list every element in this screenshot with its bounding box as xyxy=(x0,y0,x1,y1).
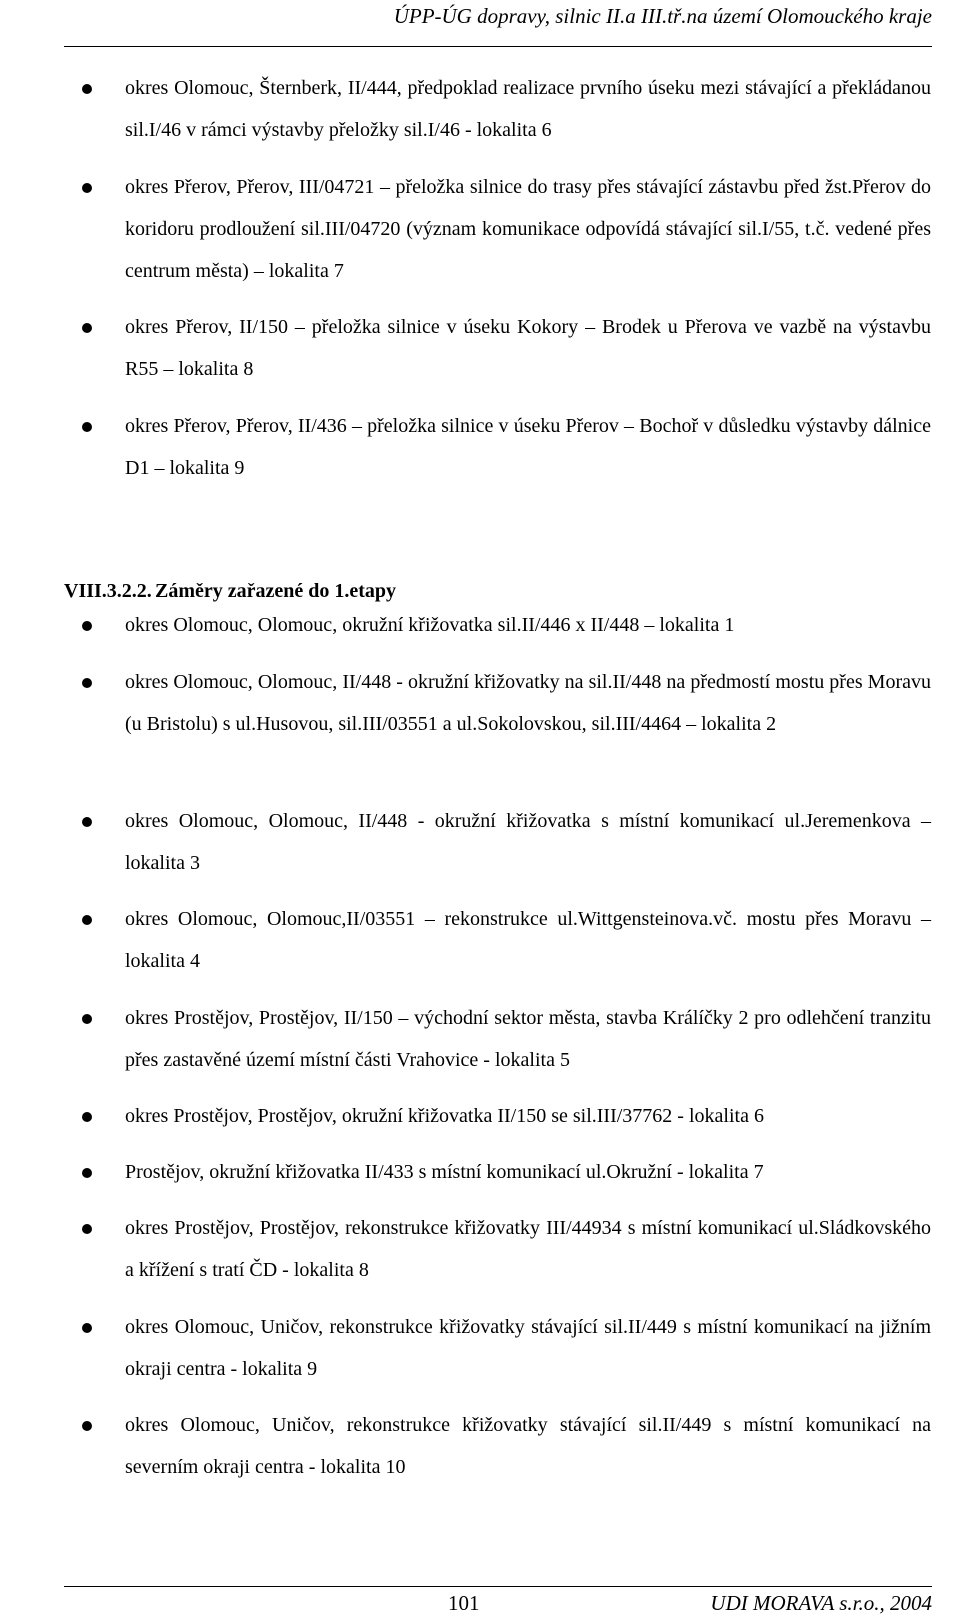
section-number: VIII.3.2.2. xyxy=(64,580,152,602)
list-item-text: okres Olomouc, Olomouc, okružní křižovatka sil.II/446 x II/448 – lokalita 1 xyxy=(125,614,735,636)
list-item-text: Prostějov, okružní křižovatka II/433 s místní komunikací ul.Okružní - lokalita 7 xyxy=(125,1161,764,1183)
list-item-text: okres Přerov, II/150 – přeložka silnice v úseku Kokory – Brodek u Přerova ve vazbě na výstavbu R55 – lokalita 8 xyxy=(125,316,931,380)
list-item-text: okres Prostějov, Prostějov, okružní křižovatka II/150 se sil.III/37762 - lokalita 6 xyxy=(125,1105,764,1127)
list-item-text: okres Olomouc, Uničov, rekonstrukce křižovatky stávající sil.II/449 s místní komunikací na jižním okraji centra - lokalita 9 xyxy=(125,1316,931,1380)
list-item-text: okres Olomouc, Šternberk, II/444, předpoklad realizace prvního úseku mezi stávající a překládanou sil.I/46 v rámci výstavby přeložky sil.I/46 - lokalita 6 xyxy=(125,77,931,141)
bullet-icon xyxy=(82,422,92,432)
list-item-text: okres Olomouc, Olomouc, II/448 - okružní křižovatky na sil.II/448 na předmostí mostu přes Moravu (u Bristolu) s ul.Husovou, sil.III/03551 a ul.Sokolovskou, sil.III/4464 – lokalita 2 xyxy=(125,671,931,735)
bullet-icon xyxy=(82,1421,92,1431)
bullet-icon xyxy=(82,84,92,94)
section-title: Záměry zařazené do 1.etapy xyxy=(155,580,397,602)
list-item-text: okres Prostějov, Prostějov, II/150 – východní sektor města, stavba Králíčky 2 pro odlehčení tranzitu přes zastavěné území místní části Vrahovice - lokalita 5 xyxy=(125,1007,931,1071)
list-item-text: okres Olomouc, Uničov, rekonstrukce křižovatky stávající sil.II/449 s místní komunikací na severním okraji centra - lokalita 10 xyxy=(125,1414,931,1478)
bullet-icon xyxy=(82,1224,92,1234)
page-number: 101 xyxy=(448,1591,480,1615)
bullet-icon xyxy=(82,183,92,193)
bullet-icon xyxy=(82,323,92,333)
bullet-icon xyxy=(82,1014,92,1024)
bullet-icon xyxy=(82,1168,92,1178)
list-item-text: okres Přerov, Přerov, II/436 – přeložka silnice v úseku Přerov – Bochoř v důsledku výstavby dálnice D1 – lokalita 9 xyxy=(125,415,931,479)
bullet-icon xyxy=(82,1323,92,1333)
bullet-icon xyxy=(82,678,92,688)
section-heading xyxy=(64,576,932,606)
list-item-text: okres Olomouc, Olomouc,II/03551 – rekonstrukce ul.Wittgensteinova.vč. mostu přes Moravu – lokalita 4 xyxy=(125,908,931,972)
list-item-text: okres Prostějov, Prostějov, rekonstrukce křižovatky III/44934 s místní komunikací ul.Sládkovského a křížení s tratí ČD - lokalita 8 xyxy=(125,1217,931,1281)
bullet-icon xyxy=(82,1112,92,1122)
page-footer xyxy=(64,1586,932,1618)
bullet-icon xyxy=(82,915,92,925)
list-item-text: okres Přerov, Přerov, III/04721 – přeložka silnice do trasy přes stávající zástavbu před žst.Přerov do koridoru prodloužení sil.III/04720 (význam komunikace odpovídá stávající sil.I/55, t.č. vedené přes centrum města) – lokalita 7 xyxy=(125,176,931,282)
header-title: ÚPP-ÚG dopravy, silnic II.a III.tř.na území Olomouckého kraje xyxy=(393,4,932,28)
list-item-text: okres Olomouc, Olomouc, II/448 - okružní křižovatka s místní komunikací ul.Jeremenkova – lokalita 3 xyxy=(125,810,931,874)
bullet-icon xyxy=(82,621,92,631)
page-header xyxy=(64,0,932,47)
bullet-icon xyxy=(82,817,92,827)
footer-company: UDI MORAVA s.r.o., 2004 xyxy=(710,1591,932,1615)
